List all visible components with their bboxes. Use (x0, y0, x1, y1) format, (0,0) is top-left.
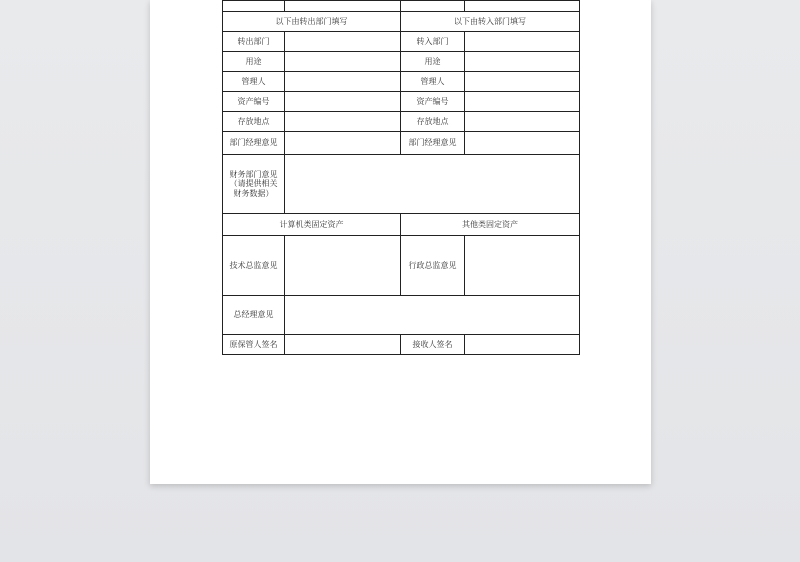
field-tech-director-opinion[interactable] (285, 236, 401, 296)
label-asset-number-in: 资产编号 (401, 92, 465, 112)
label-usage-out: 用途 (223, 52, 285, 72)
label-storage-location-in: 存放地点 (401, 112, 465, 132)
field-dept-manager-opinion-out[interactable] (285, 132, 401, 155)
table-row (223, 72, 580, 92)
section-computer-assets-header: 计算机类固定资产 (223, 214, 401, 236)
table-row (223, 236, 580, 296)
label-dept-manager-opinion-out: 部门经理意见 (223, 132, 285, 155)
finance-label-line: （请提供相关 (229, 179, 278, 189)
field-storage-location-in[interactable] (465, 112, 580, 132)
finance-label-line: 财务数据） (233, 188, 274, 198)
section-out-header: 以下由转出部门填写 (223, 12, 401, 32)
document-page (150, 0, 651, 484)
label-finance-opinion (223, 155, 285, 214)
table-row (223, 132, 580, 155)
field-asset-number-out[interactable] (285, 92, 401, 112)
table-row (223, 296, 580, 335)
field-storage-location-out[interactable] (285, 112, 401, 132)
table-row-finance (223, 155, 580, 214)
label-original-custodian-signature: 原保管人签名 (223, 335, 285, 355)
field-transfer-in-dept[interactable] (465, 32, 580, 52)
field-manager-out[interactable] (285, 72, 401, 92)
field-admin-director-opinion[interactable] (465, 236, 580, 296)
cell-blank[interactable] (223, 1, 285, 12)
field-finance-opinion[interactable] (285, 155, 580, 214)
label-manager-in: 管理人 (401, 72, 465, 92)
asset-transfer-form-table (222, 0, 580, 355)
field-transfer-out-dept[interactable] (285, 32, 401, 52)
table-row (223, 32, 580, 52)
label-storage-location-out: 存放地点 (223, 112, 285, 132)
label-general-manager-opinion: 总经理意见 (223, 296, 285, 335)
table-row-top-partial (223, 1, 580, 12)
label-transfer-out-dept: 转出部门 (223, 32, 285, 52)
cell-blank[interactable] (285, 1, 401, 12)
cell-blank[interactable] (401, 1, 465, 12)
field-general-manager-opinion[interactable] (285, 296, 580, 335)
section-header-row (223, 214, 580, 236)
field-asset-number-in[interactable] (465, 92, 580, 112)
label-usage-in: 用途 (401, 52, 465, 72)
table-row (223, 335, 580, 355)
label-asset-number-out: 资产编号 (223, 92, 285, 112)
field-dept-manager-opinion-in[interactable] (465, 132, 580, 155)
field-manager-in[interactable] (465, 72, 580, 92)
table-row (223, 92, 580, 112)
label-admin-director-opinion: 行政总监意见 (401, 236, 465, 296)
label-transfer-in-dept: 转入部门 (401, 32, 465, 52)
section-header-row (223, 12, 580, 32)
finance-label-line: 财务部门意见 (229, 170, 278, 180)
label-tech-director-opinion: 技术总监意见 (223, 236, 285, 296)
section-other-assets-header: 其他类固定资产 (401, 214, 580, 236)
section-in-header: 以下由转入部门填写 (401, 12, 580, 32)
field-original-custodian-signature[interactable] (285, 335, 401, 355)
table-row (223, 112, 580, 132)
cell-blank[interactable] (465, 1, 580, 12)
field-usage-in[interactable] (465, 52, 580, 72)
label-dept-manager-opinion-in: 部门经理意见 (401, 132, 465, 155)
field-receiver-signature[interactable] (465, 335, 580, 355)
label-receiver-signature: 接收人签名 (401, 335, 465, 355)
table-row (223, 52, 580, 72)
field-usage-out[interactable] (285, 52, 401, 72)
label-manager-out: 管理人 (223, 72, 285, 92)
